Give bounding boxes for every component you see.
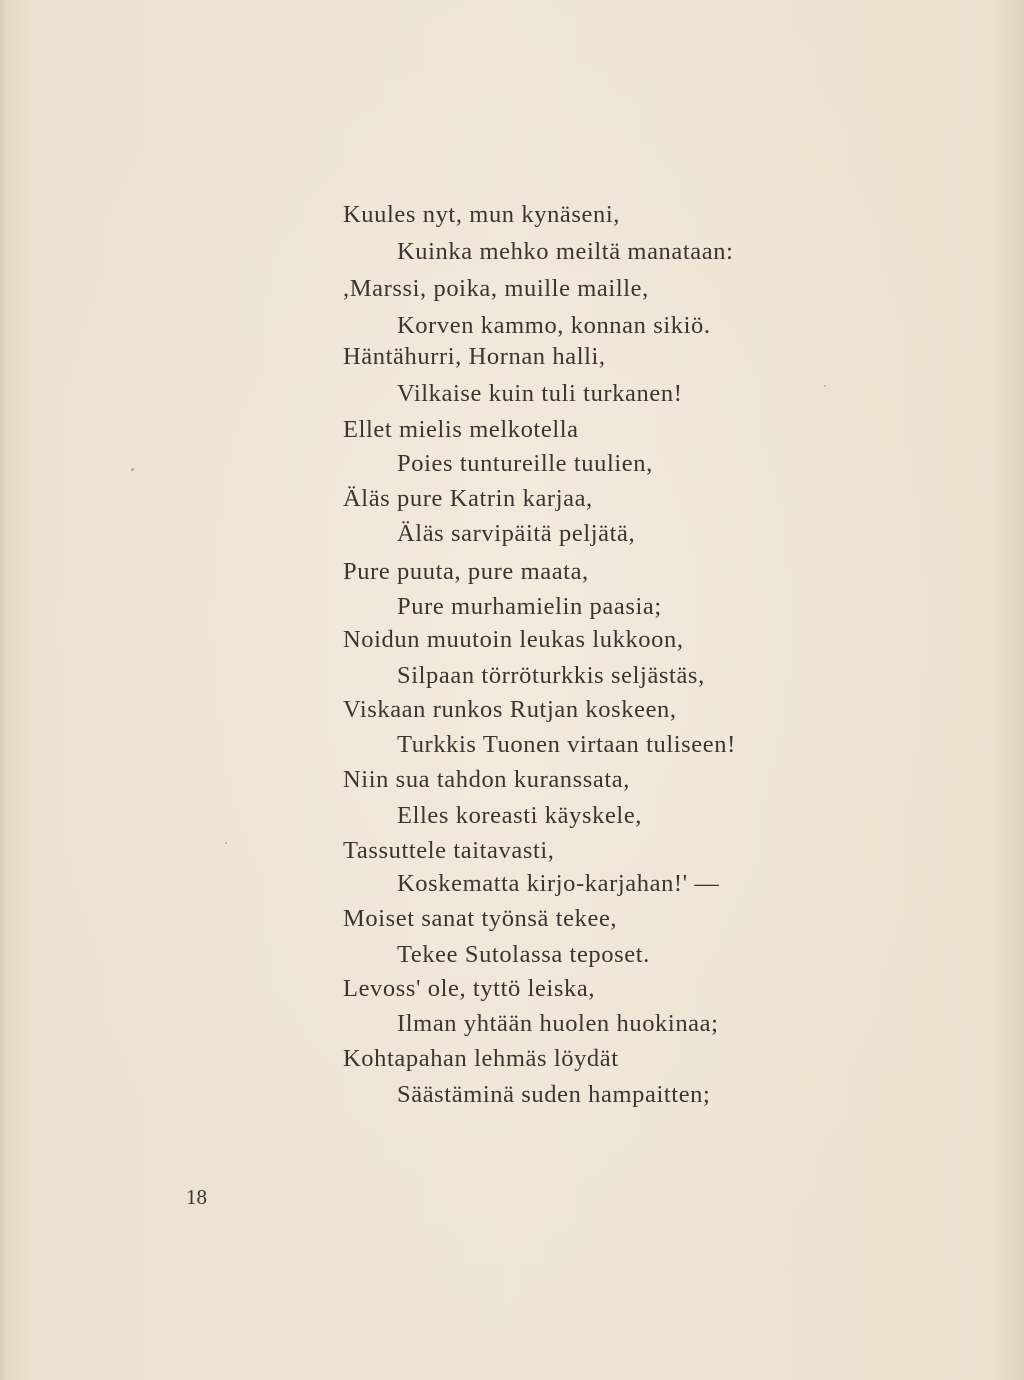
poem-line: Levoss' ole, tyttö leiska, [343, 975, 596, 1002]
poem-line: Silpaan törröturkkis seljästäs, [397, 662, 705, 689]
poem-line: Vilkaise kuin tuli turkanen! [397, 380, 683, 407]
poem-line: Häntähurri, Hornan halli, [343, 343, 606, 370]
poem-line: Kohtapahan lehmäs löydät [343, 1045, 619, 1072]
poem-line: Korven kammo, konnan sikiö. [397, 312, 711, 339]
poem-line: Noidun muutoin leukas lukkoon, [343, 626, 684, 653]
poem-line: Moiset sanat työnsä tekee, [343, 905, 618, 932]
poem-line: Tassuttele taitavasti, [343, 837, 555, 864]
poem-line: Tekee Sutolassa teposet. [397, 941, 650, 968]
poem-line: Äläs sarvipäitä peljätä, [397, 520, 636, 547]
paper-speck [225, 842, 227, 844]
poem-line: Niin sua tahdon kuranssata, [343, 766, 631, 793]
poem-line: Äläs pure Katrin karjaa, [343, 485, 593, 512]
poem-line: Elles koreasti käyskele, [397, 802, 643, 829]
poem-line: Pure puuta, pure maata, [343, 558, 589, 585]
paper-speck [824, 385, 826, 387]
poem-line: Viskaan runkos Rutjan koskeen, [343, 696, 677, 723]
poem-line: Turkkis Tuonen virtaan tuliseen! [397, 731, 736, 758]
poem-line: Kuules nyt, mun kynäseni, [343, 201, 620, 228]
poem-line: Poies tuntureille tuulien, [397, 450, 653, 477]
poem-line: Säästäminä suden hampaitten; [397, 1081, 711, 1108]
poem-line: Ellet mielis melkotella [343, 416, 579, 443]
poem-line: Pure murhamielin paasia; [397, 593, 662, 620]
page-number: 18 [186, 1185, 207, 1209]
poem-line: Ilman yhtään huolen huokinaa; [397, 1010, 719, 1037]
paper-speck [131, 468, 134, 471]
poem-line: ,Marssi, poika, muille maille, [343, 275, 649, 302]
poem-line: Kuinka mehko meiltä manataan: [397, 238, 734, 265]
poem-line: Koskematta kirjo-karjahan!' — [397, 870, 720, 897]
